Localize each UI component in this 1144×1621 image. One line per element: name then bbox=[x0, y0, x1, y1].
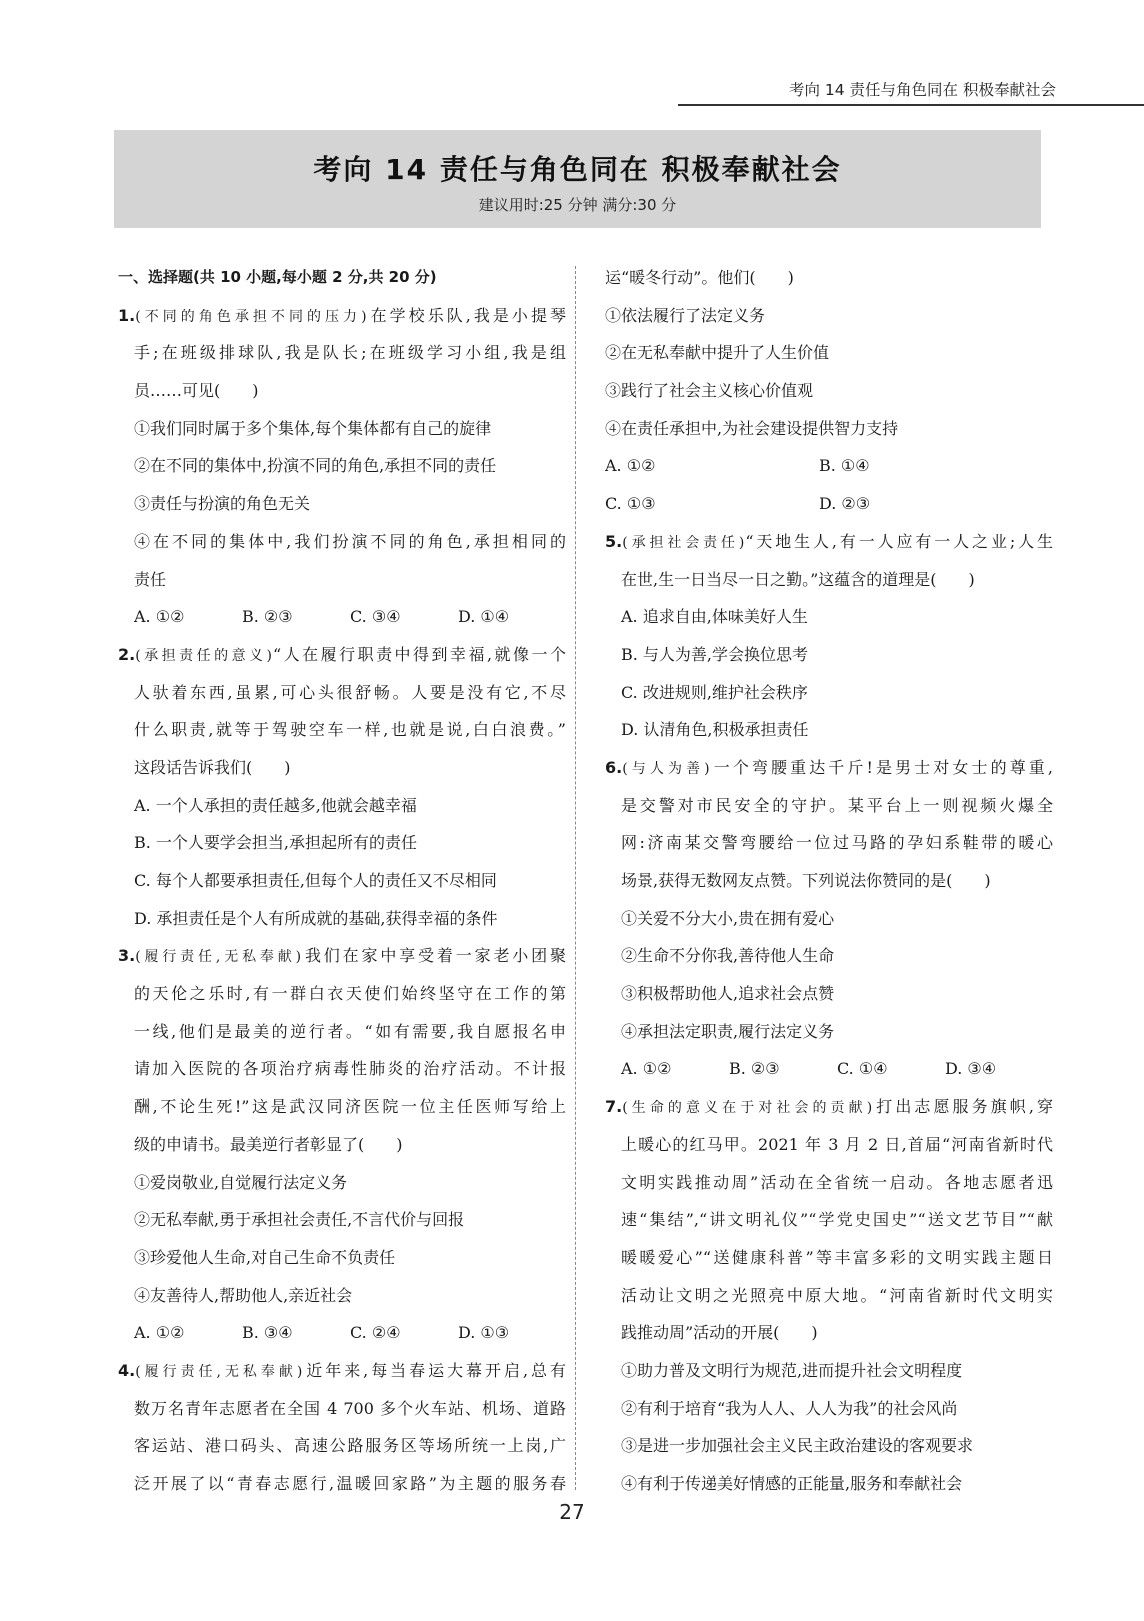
stem-line: 一线,他们是最美的逆行者。“如有需要,我自愿报名申 bbox=[134, 1021, 566, 1041]
stem-line: 上暖心的红马甲。2021 年 3 月 2 日,首届“河南省新时代 bbox=[621, 1134, 1053, 1154]
answer-choices bbox=[605, 1050, 1053, 1088]
question-number: 3. bbox=[118, 946, 136, 966]
stem-line: “天地生人,有一人应有一人之业;人生 bbox=[745, 531, 1053, 551]
choice-c[interactable]: C. ①③ bbox=[605, 494, 656, 514]
choice-b[interactable]: B. ②③ bbox=[729, 1059, 780, 1079]
header-rule bbox=[678, 104, 1144, 106]
stem-line: 员……可见( ) bbox=[134, 381, 259, 401]
question-4-continued bbox=[605, 259, 1053, 523]
answer-choices bbox=[605, 485, 1053, 523]
stem-line: 活动让文明之光照亮中原大地。“河南省新时代文明实 bbox=[621, 1285, 1053, 1305]
question-5 bbox=[605, 523, 1053, 749]
statement-item: ④在不同的集体中,我们扮演不同的角色,承担相同的 bbox=[134, 531, 566, 551]
statement-item: ③珍爱他人生命,对自己生命不负责任 bbox=[134, 1247, 396, 1267]
choice-c[interactable]: C. ③④ bbox=[350, 607, 401, 627]
choice-a[interactable]: A. ①② bbox=[134, 607, 185, 627]
question-6 bbox=[605, 749, 1053, 1088]
stem-line: 酬,不论生死!”这是武汉同济医院一位主任医师写给上 bbox=[134, 1097, 566, 1117]
choice-d[interactable]: D. ③④ bbox=[945, 1059, 997, 1079]
page-number: 27 bbox=[559, 1500, 585, 1524]
statement-item: ①依法履行了法定义务 bbox=[605, 305, 766, 325]
question-tag: (承担社会责任) bbox=[622, 534, 746, 551]
answer-choices bbox=[605, 447, 1053, 485]
choice-b[interactable]: B. 与人为善,学会换位思考 bbox=[621, 644, 809, 664]
question-number: 2. bbox=[118, 644, 136, 664]
choice-b[interactable]: B. ②③ bbox=[242, 607, 293, 627]
statement-item: ①爱岗敬业,自觉履行法定义务 bbox=[134, 1172, 348, 1192]
question-3 bbox=[118, 937, 566, 1352]
question-number: 5. bbox=[605, 531, 623, 551]
choice-d[interactable]: D. ②③ bbox=[819, 494, 871, 514]
statement-item: ②无私奉献,勇于承担社会责任,不言代价与回报 bbox=[134, 1210, 465, 1230]
question-1 bbox=[118, 297, 566, 636]
choice-a[interactable]: A. ①② bbox=[134, 1323, 185, 1343]
stem-line: 请加入医院的各项治疗病毒性肺炎的治疗活动。不计报 bbox=[134, 1059, 566, 1079]
choice-c[interactable]: C. 改进规则,维护社会秩序 bbox=[621, 682, 808, 702]
right-column bbox=[605, 259, 1053, 1503]
choice-a[interactable]: A. 一个人承担的责任越多,他就会越幸福 bbox=[134, 795, 417, 815]
statement-item: ③践行了社会主义核心价值观 bbox=[605, 381, 814, 401]
stem-line: 在学校乐队,我是小提琴 bbox=[367, 305, 566, 325]
stem-line: 在世,生一日当尽一日之勤。”这蕴含的道理是( ) bbox=[621, 569, 975, 589]
question-number: 4. bbox=[118, 1360, 136, 1380]
question-tag: (不同的角色承担不同的压力) bbox=[135, 308, 368, 325]
page-title: 考向 14 责任与角色同在 积极奉献社会 bbox=[313, 153, 842, 186]
column-divider bbox=[575, 266, 576, 1490]
stem-line: 运“暖冬行动”。他们( ) bbox=[605, 268, 794, 287]
stem-line: 践推动周”活动的开展( ) bbox=[621, 1323, 818, 1343]
choice-d[interactable]: D. ①③ bbox=[458, 1323, 510, 1343]
title-band bbox=[114, 130, 1041, 228]
running-header: 考向 14 责任与角色同在 积极奉献社会 bbox=[788, 81, 1056, 99]
choice-a[interactable]: A. 追求自由,体味美好人生 bbox=[621, 607, 808, 627]
choice-a[interactable]: A. ①② bbox=[621, 1059, 672, 1079]
answer-choices bbox=[118, 598, 566, 636]
statement-item: ③是进一步加强社会主义民主政治建设的客观要求 bbox=[621, 1436, 974, 1456]
question-tag: (与人为善) bbox=[622, 760, 711, 777]
statement-item: 责任 bbox=[134, 569, 167, 589]
statement-item: ③积极帮助他人,追求社会点赞 bbox=[621, 984, 835, 1004]
choice-d[interactable]: D. 承担责任是个人有所成就的基础,获得幸福的条件 bbox=[134, 908, 498, 928]
statement-item: ②有利于培育“我为人人、人人为我”的社会风尚 bbox=[621, 1398, 958, 1418]
statement-item: ②在不同的集体中,扮演不同的角色,承担不同的责任 bbox=[134, 456, 497, 476]
stem-line: 手;在班级排球队,我是队长;在班级学习小组,我是组 bbox=[134, 343, 566, 363]
section-heading: 一、选择题(共 10 小题,每小题 2 分,共 20 分) bbox=[118, 268, 437, 286]
stem-line: 一个弯腰重达千斤!是男士对女士的尊重, bbox=[710, 757, 1053, 777]
stem-line: 数万名青年志愿者在全国 4 700 多个火车站、机场、道路 bbox=[134, 1398, 566, 1418]
choice-d[interactable]: D. 认清角色,积极承担责任 bbox=[621, 720, 809, 740]
stem-line: 暖暖爱心”“送健康科普”等丰富多彩的文明实践主题日 bbox=[621, 1247, 1053, 1267]
question-number: 1. bbox=[118, 305, 136, 325]
statement-item: ①我们同时属于多个集体,每个集体都有自己的旋律 bbox=[134, 418, 492, 438]
choice-d[interactable]: D. ①④ bbox=[458, 607, 510, 627]
choice-c[interactable]: C. ①④ bbox=[837, 1059, 888, 1079]
stem-line: 网:济南某交警弯腰给一位过马路的孕妇系鞋带的暖心 bbox=[621, 833, 1053, 853]
statement-item: ①关爱不分大小,贵在拥有爱心 bbox=[621, 908, 835, 928]
stem-line: 的天伦之乐时,有一群白衣天使们始终坚守在工作的第 bbox=[134, 984, 566, 1004]
choice-c[interactable]: C. ②④ bbox=[350, 1323, 401, 1343]
statement-item: ④在责任承担中,为社会建设提供智力支持 bbox=[605, 418, 899, 438]
choice-b[interactable]: B. 一个人要学会担当,承担起所有的责任 bbox=[134, 833, 418, 853]
choice-b[interactable]: B. ③④ bbox=[242, 1323, 293, 1343]
stem-line: 打出志愿服务旗帜,穿 bbox=[873, 1097, 1053, 1117]
stem-line: “人在履行职责中得到幸福,就像一个 bbox=[273, 644, 566, 664]
stem-line: 级的申请书。最美逆行者彰显了( ) bbox=[134, 1134, 403, 1154]
question-tag: (履行责任,无私奉献) bbox=[135, 949, 303, 966]
question-number: 6. bbox=[605, 757, 623, 777]
stem-line: 场景,获得无数网友点赞。下列说法你赞同的是( ) bbox=[621, 871, 991, 890]
choice-c[interactable]: C. 每个人都要承担责任,但每个人的责任又不尽相同 bbox=[134, 871, 497, 890]
stem-line: 我们在家中享受着一家老小团聚 bbox=[302, 946, 566, 966]
stem-line: 人驮着东西,虽累,可心头很舒畅。人要是没有它,不尽 bbox=[134, 682, 566, 702]
left-column bbox=[118, 259, 566, 1503]
statement-item: ④友善待人,帮助他人,亲近社会 bbox=[134, 1285, 353, 1305]
question-tag: (承担责任的意义) bbox=[135, 647, 273, 664]
time-score-info: 建议用时:25 分钟 满分:30 分 bbox=[478, 196, 677, 214]
statement-item: ④有利于传递美好情感的正能量,服务和奉献社会 bbox=[621, 1474, 963, 1493]
statement-item: ③责任与扮演的角色无关 bbox=[134, 494, 311, 514]
choice-a[interactable]: A. ①② bbox=[605, 456, 656, 476]
choice-b[interactable]: B. ①④ bbox=[819, 456, 870, 476]
question-tag: (生命的意义在于对社会的贡献) bbox=[622, 1100, 874, 1117]
stem-line: 泛开展了以“青春志愿行,温暖回家路”为主题的服务春 bbox=[134, 1474, 566, 1493]
question-7 bbox=[605, 1088, 1053, 1503]
stem-line: 文明实践推动周”活动在全省统一启动。各地志愿者迅 bbox=[621, 1172, 1053, 1192]
question-tag: (履行责任,无私奉献) bbox=[135, 1363, 304, 1380]
stem-line: 近年来,每当春运大幕开启,总有 bbox=[303, 1360, 566, 1380]
statement-item: ②在无私奉献中提升了人生价值 bbox=[605, 343, 830, 363]
question-4 bbox=[118, 1352, 566, 1503]
stem-line: 速“集结”,“讲文明礼仪”“学党史国史”“送文艺节目”“献 bbox=[621, 1210, 1053, 1230]
statement-item: ②生命不分你我,善待他人生命 bbox=[621, 946, 835, 966]
statement-item: ④承担法定职责,履行法定义务 bbox=[621, 1021, 835, 1041]
answer-choices bbox=[118, 1314, 566, 1352]
stem-line: 客运站、港口码头、高速公路服务区等场所统一上岗,广 bbox=[134, 1436, 566, 1456]
stem-line: 是交警对市民安全的守护。某平台上一则视频火爆全 bbox=[621, 795, 1053, 815]
question-2 bbox=[118, 636, 566, 938]
stem-line: 什么职责,就等于驾驶空车一样,也就是说,白白浪费。” bbox=[134, 720, 566, 740]
statement-item: ①助力普及文明行为规范,进而提升社会文明程度 bbox=[621, 1360, 963, 1380]
question-number: 7. bbox=[605, 1097, 623, 1117]
stem-line: 这段话告诉我们( ) bbox=[134, 757, 291, 777]
